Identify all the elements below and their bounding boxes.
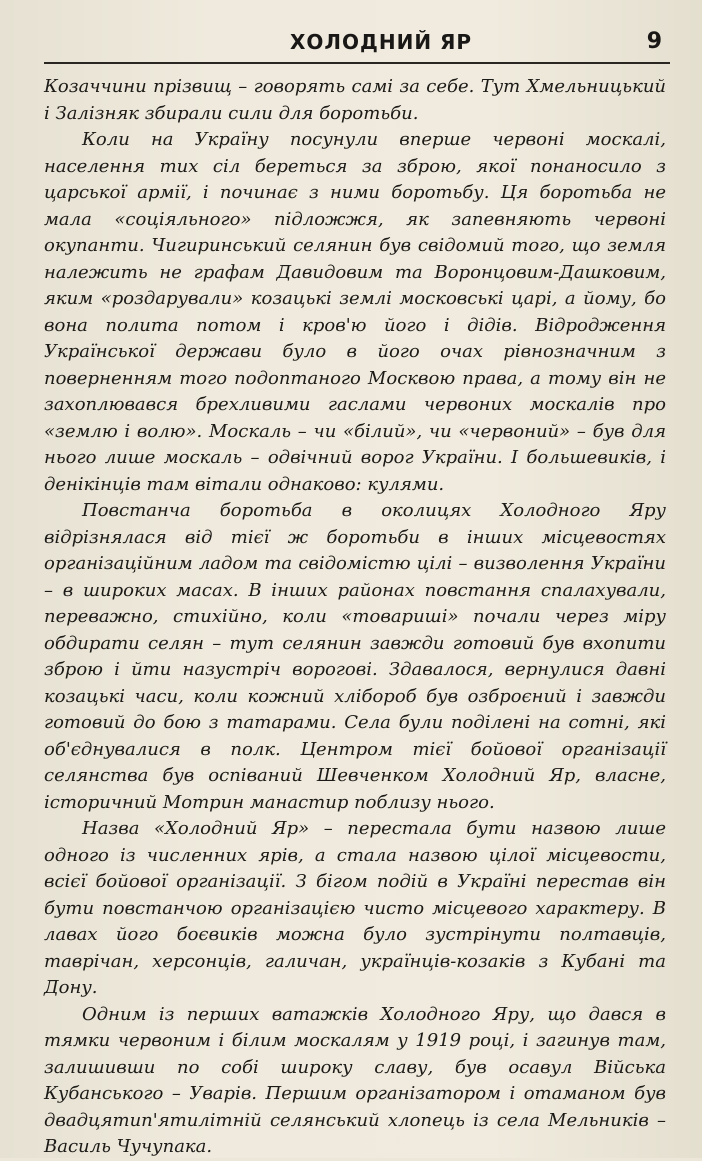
paragraph-3: Повстанча боротьба в околицях Холодного Яру відрізнялася від тієї ж боротьби в інших місцевостях організаційним ладом та свідомістю цілі – визволення України – в широких масах. В інших районах повстання спалахували, переважно, стихійно, коли «товариші» почали через міру обдирати селян – тут селянин завжди готовий був вхопити зброю і йти назустріч ворогові. Здавалося, вернулися давні козацькі часи, коли кожний хлібороб був озброєний і завжди готовий до бою з татарами. Села були поділені на сотні, які об'єднувалися в полк. Центром тієї бойової організації селянства був оспіваний Шевченком Холодний Яр, власне, історичний Мотрин манастир поблизу нього. [44,500,666,813]
paragraph-2: Коли на Україну посунули вперше червоні москалі, населення тих сіл береться за зброю, якої понаносило з царської армії, і починає з ними боротьбу. Ця боротьба не мала «соціяльного» підложжя, як запевняють червоні окупанти. Чигиринський селянин був свідомий того, що земля належить не графам Давидовим та Воронцовим-Дашковим, яким «роздарували» козацькі землі московські царі, а йому, бо вона полита потом і кров'ю його і дідів. Відродження Української держави було в його очах рівнозначним з поверненням того подоптаного Москвою права, а тому він не захоплювався брехливими гаслами червоних москалів про «землю і волю». Москаль – чи «білий», чи «червоний» – був для нього лише москаль – одвічний ворог України. І большевиків, і денікінців там вітали однаково: кулями. [44,129,666,495]
body-text [44,74,666,1161]
page-header [44,26,670,64]
page-number: 9 [646,29,662,54]
paragraph-1: Козаччини прізвищ – говорять самі за себе. Тут Хмельницький і Залізняк збирали сили для боротьби. [44,76,666,124]
running-title: ХОЛОДНИЙ ЯР [290,30,473,54]
paragraph-4: Назва «Холодний Яр» – перестала бути назвою лише одного із численних ярів, а стала назвою цілої місцевости, всієї бойової організації. З бігом подій в Україні перестав він бути повстанчою організацією чисто місцевого характеру. В лавах його боєвиків можна було зустрінути полтавців, таврічан, херсонців, галичан, українців-козаків з Кубані та Дону. [44,818,666,998]
paragraph-5: Одним із перших ватажків Холодного Яру, що дався в тямки червоним і білим москалям у 1919 році, і загинув там, залишивши по собі широку славу, був осавул Війська Кубанського – Уварів. Першим організатором і отаманом був двадцятип'ятилітній селянський хлопець із села Мельників – Василь Чучупака. [44,1003,666,1157]
